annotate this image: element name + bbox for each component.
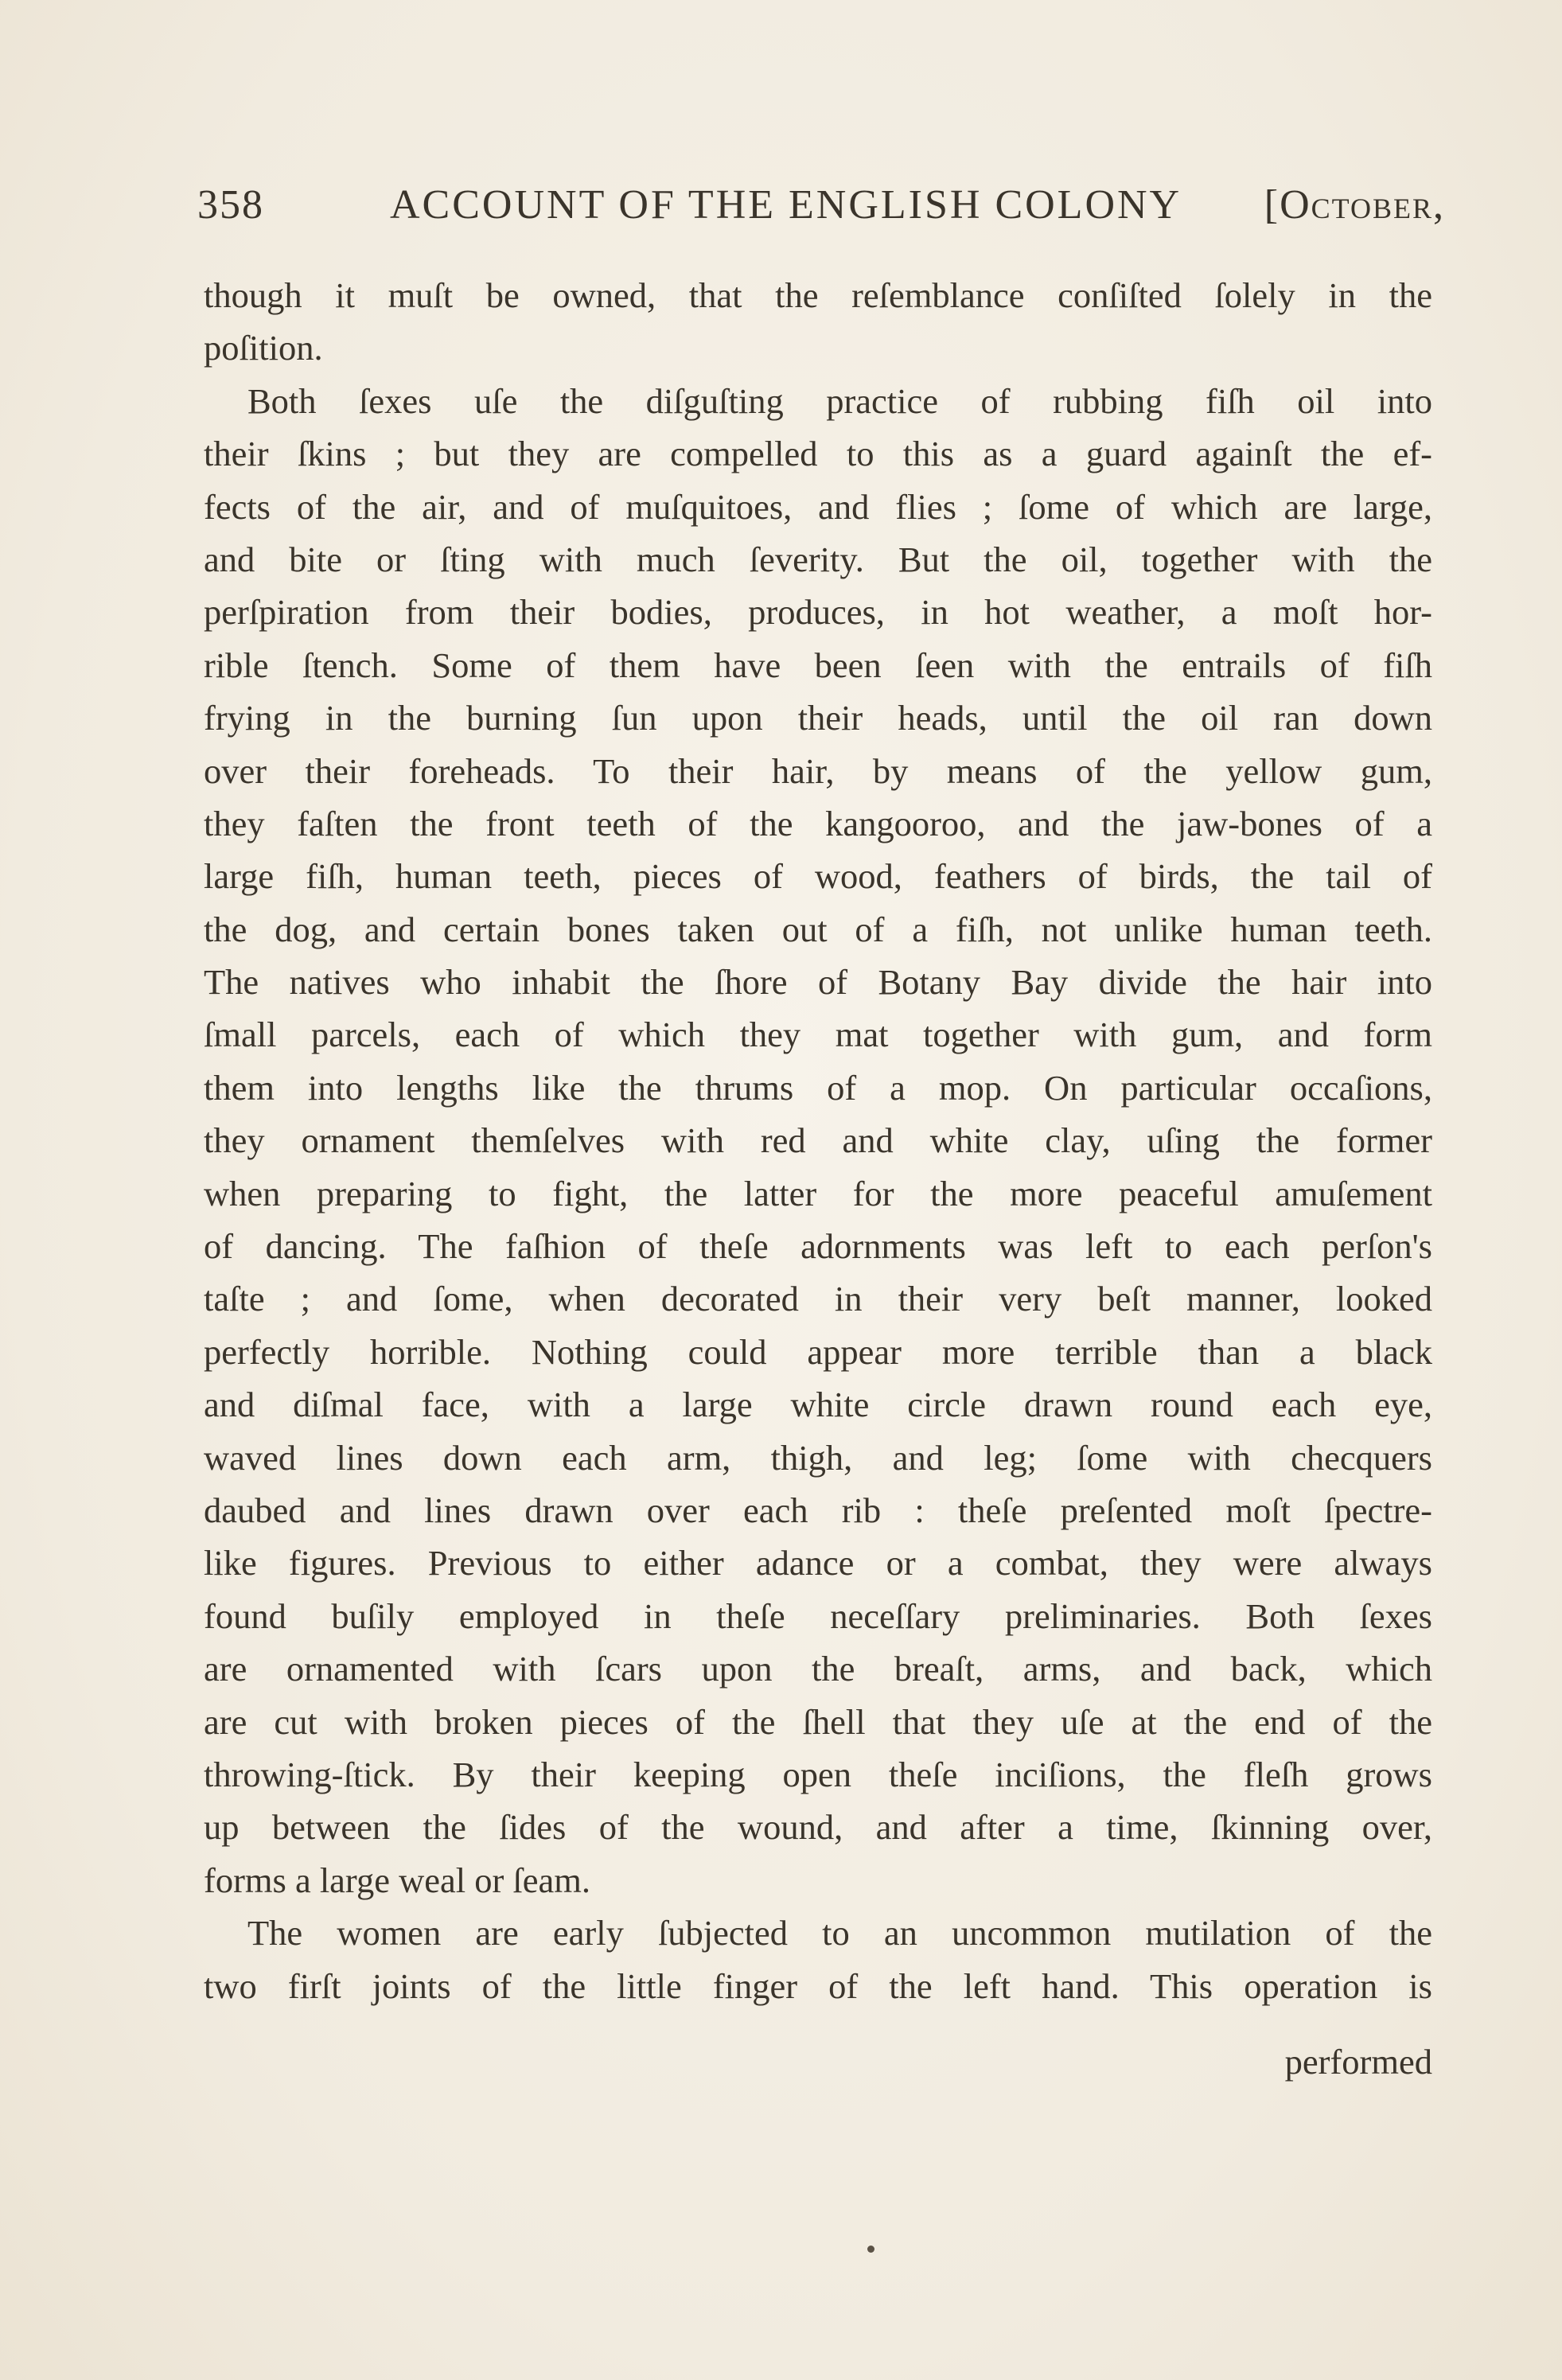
text-line: and bite or ſting with much ſeverity. But the oil, together with the	[204, 539, 1432, 579]
text-line: their ſkins ; but they are compelled to this as a guard againſt the ef-	[204, 434, 1432, 474]
catchword: performed	[1284, 2042, 1432, 2082]
text-line: forms a large weal or ſeam.	[204, 1860, 591, 1900]
text-line: waved lines down each arm, thigh, and leg; ſome with checquers	[204, 1437, 1432, 1478]
text-line: like figures. Previous to either adance or a combat, they were always	[204, 1543, 1432, 1583]
running-month: [October,	[1264, 182, 1445, 228]
text-line: them into lengths like the thrums of a mop. On particular occaſions,	[204, 1067, 1432, 1108]
text-line: found buſily employed in theſe neceſſary preliminaries. Both ſexes	[204, 1595, 1432, 1636]
text-line: up between the ſides of the wound, and after a time, ſkinning over,	[204, 1807, 1432, 1848]
ink-speck	[867, 2246, 874, 2253]
body-text	[204, 269, 1432, 2012]
text-line: two firſt joints of the little finger of the left hand. This operation is	[204, 1965, 1432, 2006]
running-head	[197, 181, 1445, 232]
text-line: fects of the air, and of muſquitoes, and flies ; ſome of which are large,	[204, 486, 1432, 527]
text-line: they ornament themſelves with red and white clay, uſing the former	[204, 1120, 1432, 1161]
text-line: taſte ; and ſome, when decorated in their very beſt manner, looked	[204, 1279, 1432, 1319]
text-line: are ornamented with ſcars upon the breaſt, arms, and back, which	[204, 1649, 1432, 1689]
text-line: ſmall parcels, each of which they mat together with gum, and form	[204, 1015, 1432, 1055]
text-line: The natives who inhabit the ſhore of Botany Bay divide the hair into	[204, 962, 1432, 1003]
text-line: daubed and lines drawn over each rib : theſe preſented moſt ſpectre-	[204, 1490, 1432, 1530]
text-line: perfectly horrible. Nothing could appear more terrible than a black	[204, 1331, 1432, 1372]
text-line: are cut with broken pieces of the ſhell that they uſe at the end of the	[204, 1701, 1432, 1742]
text-line: they faſten the front teeth of the kangooroo, and the jaw-bones of a	[204, 803, 1432, 843]
text-line: frying in the burning ſun upon their heads, until the oil ran down	[204, 698, 1432, 738]
text-line: of dancing. The faſhion of theſe adornments was left to each perſon's	[204, 1226, 1432, 1267]
text-line: Both ſexes uſe the diſguſting practice of rubbing fiſh oil into	[247, 380, 1432, 421]
text-line: though it muſt be owned, that the reſemblance conſiſted ſolely in the	[204, 275, 1432, 315]
text-line: and diſmal face, with a large white circle drawn round each eye,	[204, 1385, 1432, 1425]
text-line: The women are early ſubjected to an uncommon mutilation of the	[247, 1913, 1432, 1953]
text-line: when preparing to fight, the latter for the more peaceful amuſement	[204, 1173, 1432, 1213]
page-number: 358	[197, 182, 264, 228]
text-line: over their foreheads. To their hair, by means of the yellow gum,	[204, 750, 1432, 791]
text-line: poſition.	[204, 328, 323, 368]
text-line: throwing-ſtick. By their keeping open theſe inciſions, the fleſh grows	[204, 1754, 1432, 1794]
text-line: perſpiration from their bodies, produces, in hot weather, a moſt hor-	[204, 592, 1432, 633]
running-title: ACCOUNT OF THE ENGLISH COLONY	[390, 182, 1182, 228]
text-line: rible ſtench. Some of them have been ſeen with the entrails of fiſh	[204, 645, 1432, 685]
text-line: large fiſh, human teeth, pieces of wood, feathers of birds, the tail of	[204, 856, 1432, 897]
text-line: the dog, and certain bones taken out of a fiſh, not unlike human teeth.	[204, 909, 1432, 949]
